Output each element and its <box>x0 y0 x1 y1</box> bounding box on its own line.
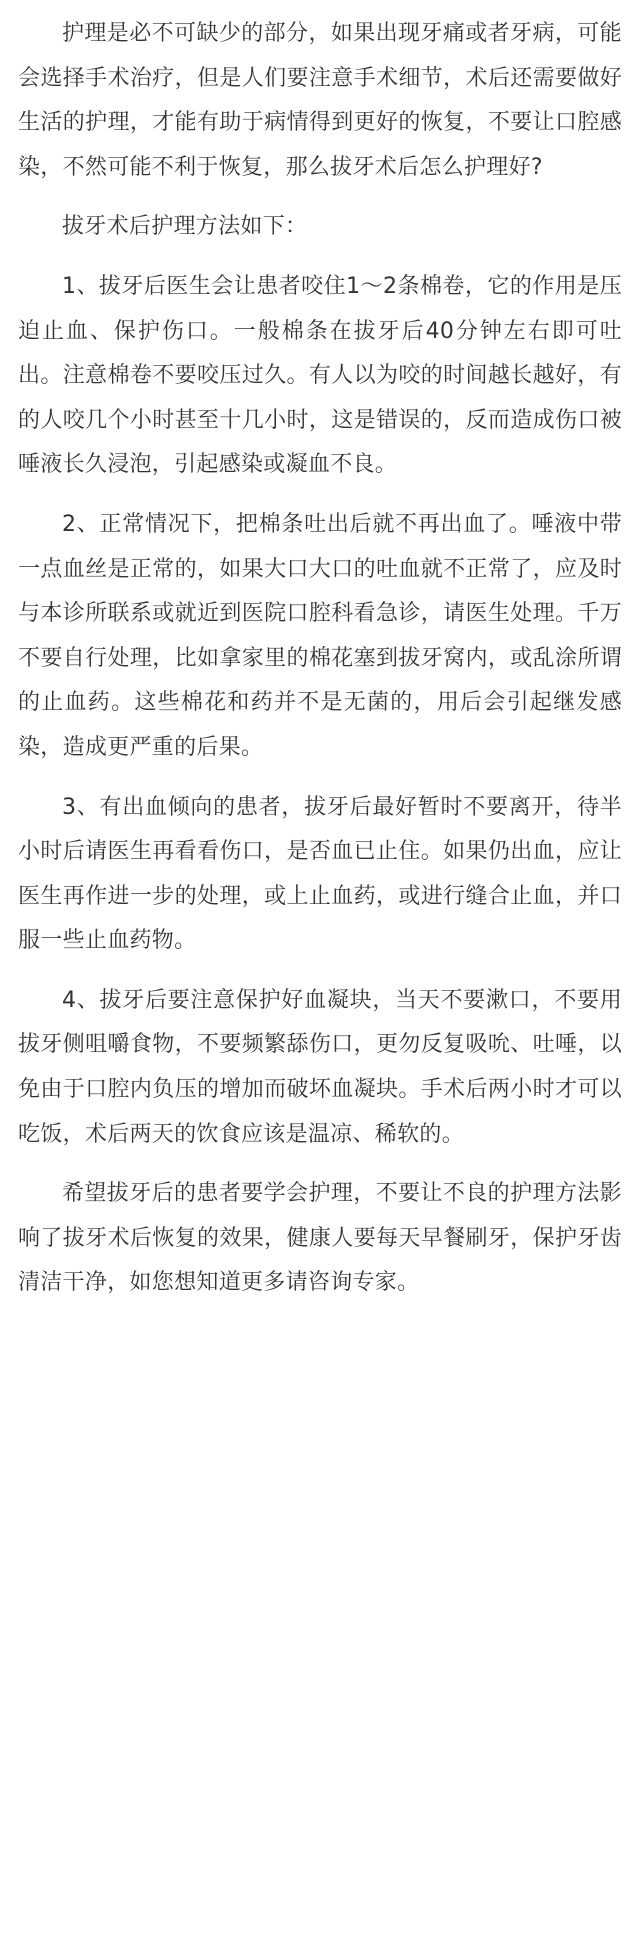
tip-paragraph-4: 4、拔牙后要注意保护好血凝块，当天不要漱口，不要用拔牙侧咀嚼食物，不要频繁舔伤口，更勿反复吸吮、吐唾，以免由于口腔内负压的增加而破坏血凝块。手术后两小时才可以吃饭，术后两天的饮食应该是温凉、稀软的。 <box>18 987 622 1147</box>
tip-paragraph-2: 2、正常情况下，把棉条吐出后就不再出血了。唾液中带一点血丝是正常的，如果大口大口的吐血就不正常了，应及时与本诊所联系或就近到医院口腔科看急诊，请医生处理。千万不要自行处理，比如拿家里的棉花塞到拔牙窝内，或乱涂所谓的止血药。这些棉花和药并不是无菌的，用后会引起继发感染，造成更严重的后果。 <box>18 511 622 760</box>
tip-paragraph-1: 1、拔牙后医生会让患者咬住1～2条棉卷，它的作用是压迫止血、保护伤口。一般棉条在拔牙后40分钟左右即可吐出。注意棉卷不要咬压过久。有人以为咬的时间越长越好，有的人咬几个小时甚至十几小时，这是错误的，反而造成伤口被唾液长久浸泡，引起感染或凝血不良。 <box>18 273 622 478</box>
tip-paragraph-3: 3、有出血倾向的患者，拔牙后最好暂时不要离开，待半小时后请医生再看看伤口，是否血已止住。如果仍出血，应让医生再作进一步的处理，或上止血药，或进行缝合止血，并口服一些止血药物。 <box>18 794 622 954</box>
methods-heading-paragraph: 拔牙术后护理方法如下： <box>62 214 308 240</box>
intro-paragraph: 护理是必不可缺少的部分，如果出现牙痛或者牙病，可能会选择手术治疗，但是人们要注意手术细节，术后还需要做好生活的护理，才能有助于病情得到更好的恢复，不要让口腔感染，不然可能不利于恢复，那么拔牙术后怎么护理好? <box>18 21 622 180</box>
closing-paragraph: 希望拔牙后的患者要学会护理，不要让不良的护理方法影响了拔牙术后恢复的效果，健康人要每天早餐刷牙，保护牙齿清洁干净，如您想知道更多请咨询专家。 <box>18 1181 622 1296</box>
